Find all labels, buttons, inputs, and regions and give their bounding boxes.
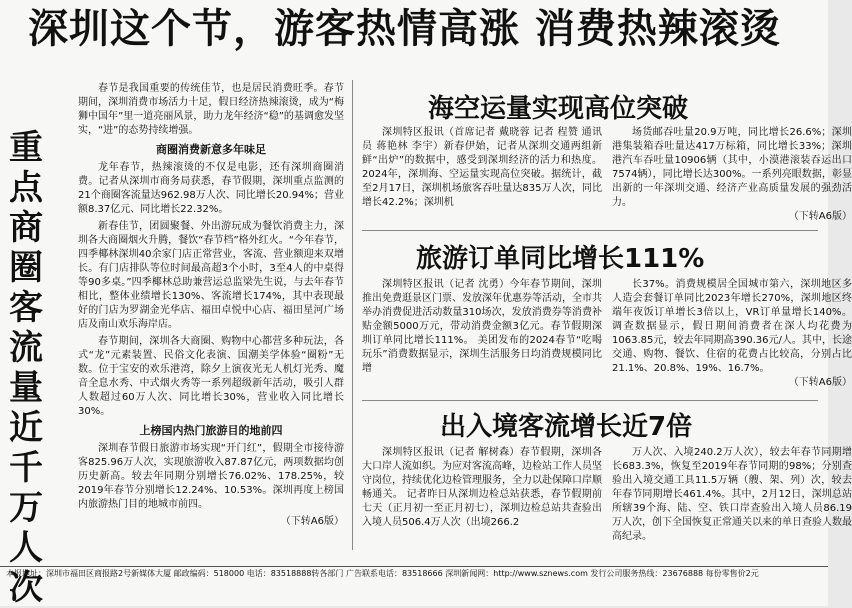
article-column: 深圳特区报讯（记者 沈勇）今年春节期间，深圳推出免费逛景区门票、发放深年优惠券等活动，全市共举办消费促进活动数量310场次，发放消费券等消费补贴金额5000万元，带动消费金额3亿元。春节假期深圳订单同比增长111%。 美团发布的2024春节“吃喝玩乐”消费数据显示，深圳生活服务日均消费规模同比增 [362,279,602,374]
vertical-side-title: 重点商圈客流量近千万人次 [9,128,43,608]
column-divider [352,80,353,550]
article-transport [362,126,852,224]
main-headline: 深圳这个节，游客热情高涨 消费热辣滚烫 [28,6,781,52]
article-column: 深圳特区报讯（首席记者 戴晓蓉 记者 程赞 通讯员 蒋艳林 李宇）新春伊始，记者从深圳交通两组新鲜“出炉”的数据中，感受到深圳经济的活力和热度。 2024年，深圳海、空运量实现高位突破。据统计，截至2月17日，深圳机场旅客吞吐量达835万人次，同比增长42.2%；深圳机 [362,127,602,208]
continued-note: （下转A6版） [788,377,852,388]
subheading-shopping: 商圈消费新意多年味足 [156,143,266,156]
article-column: 深圳特区报讯（记者 解树森）春节假期，深圳各大口岸人流如织。为应对客流高峰，边检站工作人员坚守岗位，持续优化边检管理服务，全力以赴保障口岸顺畅通关。 记者昨日从深圳边检总站获悉，春节假期前七天（正月初一至正月初七），深圳边检总站共查验出入境人员506.4万人次（出境266.2 [362,447,602,528]
section-divider [362,230,818,231]
footer-info: 本报地址：深圳市福田区商报路2号新媒体大厦 邮政编码：518000 电话：83518888转各部门 广告联系电话：83518666 深圳新闻网：http://www.sznews.com 发行公司服务热线：23676888 每份零售价2元 [0,566,828,580]
article-column: 场货邮吞吐量20.9万吨，同比增长26.6%；深圳港集装箱吞吐量达417万标箱，同比增长33%；深圳港汽车吞吐量10906辆（其中，小漠港滚装吞运出口7574辆），同比增长达300%。一系列亮眼数据，彰显出新的一年深圳交通、经济产业高质量发展的强劲活力。 [612,127,852,208]
article-column: 长37%。消费规模居全国城市第六，深圳地区多人造会套餐订单同比2023年增长270%，深圳地区终端年夜饭订单增长3倍以上，VR订单量增长140%。 调查数据显示，假日期间消费者在深人均花费为1063.85元，较去年同期高390.36元/人。其中，长途交通、购物、餐饮、住宿的花费占比较高，分别占比21.1%、20.8%、19%、16.7%。 [612,279,852,374]
article-border-crossing [362,446,852,544]
article-column: 万人次、入境240.2万人次），较去年春节同期增长683.3%，恢复至2019年春节同期的98%；分别查验出入境交通工具11.5万辆（艘、架、列）次，较去年春节同期增长461.4%。其中，2月12日，深圳总站所辖39个海、陆、空、铁口岸查验出入境人员86.19万人次，创下全国恢复正常通关以来的单日查验人数最高纪录。 [612,447,852,542]
subheading-tourism: 上榜国内热门旅游目的地前四 [139,424,283,437]
article-tourism-orders [362,278,852,390]
paragraph: 新春佳节，团圆聚餐、外出游玩成为餐饮消费主力，深圳各大商圈烟火升腾，餐饮“春节档”格外红火。“今年春节，四季椰林深圳40余家门店正常营业，客流、营业额迎来双增长。有门店排队等位时间最高超3个小时，3至4人的中桌得等90多桌。”四季椰林总助兼营运总监梁先生说，与去年春节相比，整体业绩增长130%、客流增长174%，其中表现最好的门店为罗湖金光华店、福田卓悦中心店、福田星河广场店及南山欢乐海岸店。 [78,221,344,330]
article-title-transport: 海空运量实现高位突破 [428,94,689,124]
paragraph: 龙年春节，热辣滚烫的不仅是电影，还有深圳商圈消费。记者从深圳市商务局获悉，春节假期，深圳重点监测的21个商圈客流量达962.98万人次、同比增长20.94%；营业额8.37亿元、同比增长22.32%。 [78,162,344,215]
left-column-article [78,82,344,529]
continued-note: （下转A6版） [280,516,344,527]
article-title-border-crossing: 出入境客流增长近7倍 [440,412,693,442]
continued-note: （下转A6版） [788,211,852,222]
section-divider [362,400,818,401]
paragraph: 春节期间，深圳各大商圈、购物中心都营多种玩法，各式“龙”元素装置、民俗文化表演、国潮美学体验“圈粉”无数。位于宝安的欢乐港湾，除夕上演夜光无人机灯光秀、魔音全息水秀、中式烟火秀等一系列超级新年活动，吸引人群人数超过60万人次、同比增长30%，营业收入同比增长30%。 [78,336,344,417]
paragraph: 深圳春节假日旅游市场实现“开门红”，假期全市接待游客825.96万人次，实现旅游收入87.87亿元，两项数据均创历史新高。较去年同期分别增长76.02%、178.25%，较2019年春节分别增长12.24%、10.53%。深圳再度上榜国内旅游热门目的地城市前四。 [78,443,344,510]
intro-paragraph: 春节是我国重要的传统佳节，也是居民消费旺季。春节期间，深圳消费市场活力十足，假日经济热辣滚烫，成为“梅狮中国年”里一道亮丽风景，助力龙年经济“稳”的基调愈发坚实，“进”的态势持续增强。 [78,83,344,136]
article-title-tourism-orders: 旅游订单同比增长111% [416,244,705,274]
